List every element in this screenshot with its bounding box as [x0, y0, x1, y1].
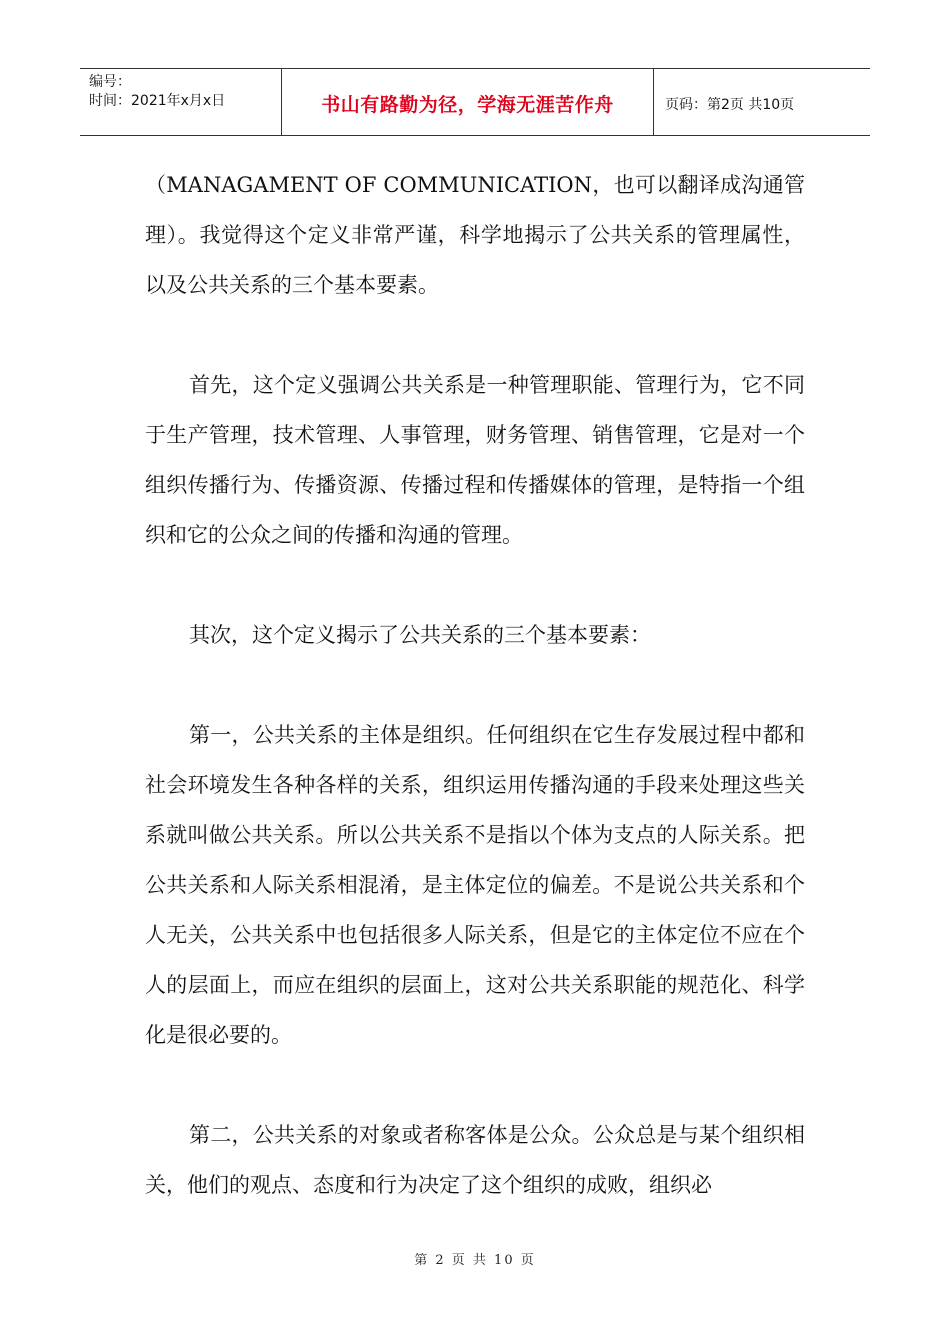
header-page-cell [654, 69, 870, 135]
header-meta-cell [80, 69, 282, 135]
paragraph-element-one: 第一，公共关系的主体是组织。任何组织在它生存发展过程中都和社会环境发生各种各样的关系，组织运用传播沟通的手段来处理这些关系就叫做公共关系。所以公共关系不是指以个体为支点的人际关系。把公共关系和人际关系相混淆，是主体定位的偏差。不是说公共关系和个人无关，公共关系中也包括很多人际关系，但是它的主体定位不应在个人的层面上，而应在组织的层面上，这对公共关系职能的规范化、科学化是很必要的。 [145, 723, 805, 1047]
header-motto: 书山有路勤为径，学海无涯苦作舟 [321, 94, 614, 116]
header-motto-cell [282, 69, 654, 135]
header-page-info: 页码：第2页 共10页 [665, 96, 795, 113]
doc-number-label: 编号： [89, 74, 131, 90]
page-header [80, 68, 870, 136]
paragraph-first: 首先，这个定义强调公共关系是一种管理职能、管理行为，它不同于生产管理，技术管理、人事管理，财务管理、销售管理，它是对一个组织传播行为、传播资源、传播过程和传播媒体的管理，是特指一个组织和它的公众之间的传播和沟通的管理。 [145, 373, 805, 547]
paragraph-continuation: （MANAGAMENT OF COMMUNICATION，也可以翻译成沟通管理）。我觉得这个定义非常严谨，科学地揭示了公共关系的管理属性，以及公共关系的三个基本要素。 [145, 173, 805, 297]
paragraph-element-two: 第二，公共关系的对象或者称客体是公众。公众总是与某个组织相关，他们的观点、态度和行为决定了这个组织的成败，组织必 [145, 1123, 805, 1197]
document-body [145, 160, 805, 1260]
date-label: 时间：2021年x月x日 [89, 93, 226, 109]
paragraph-second: 其次，这个定义揭示了公共关系的三个基本要素： [189, 623, 651, 647]
page-footer: 第 2 页 共 10 页 [414, 1253, 536, 1268]
